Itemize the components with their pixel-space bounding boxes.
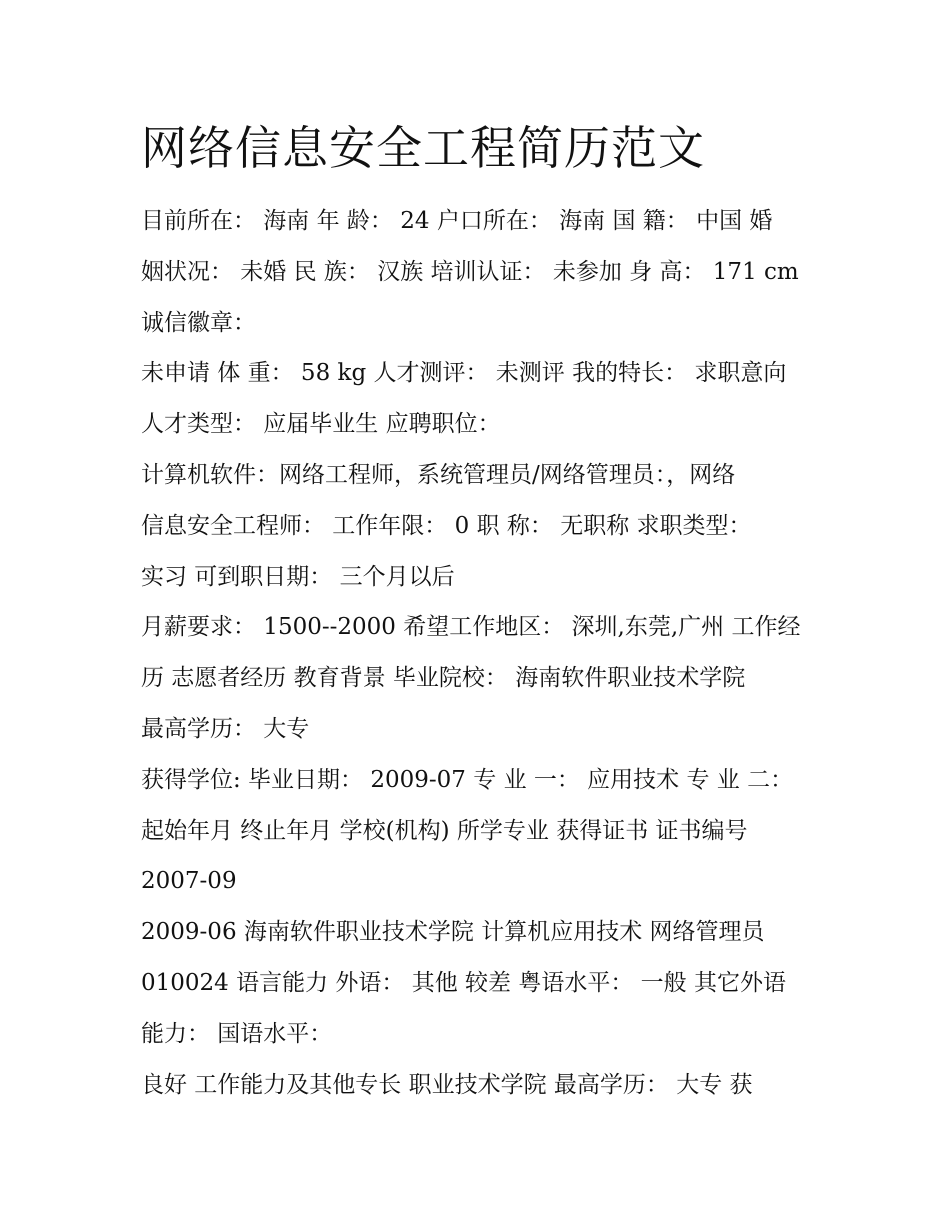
text-line: 月薪要求： 1500--2000 希望工作地区： 深圳,东莞,广州 工作经: [141, 614, 801, 641]
text-line: 计算机软件：网络工程师，系统管理员/网络管理员：，网络: [141, 461, 736, 488]
text-line: 起始年月 终止年月 学校(机构) 所学专业 获得证书 证书编号: [141, 817, 748, 844]
text-line: 2009-06 海南软件职业技术学院 计算机应用技术 网络管理员: [141, 919, 765, 946]
text-line: 最高学历： 大专: [141, 715, 310, 742]
text-line: 人才类型： 应届毕业生 应聘职位：: [141, 411, 501, 438]
document-title: 网络信息安全工程简历范文: [141, 121, 705, 175]
text-line: 获得学位: 毕业日期： 2009-07 专 业 一： 应用技术 专 业 二：: [141, 766, 794, 793]
text-line: 实习 可到职日期： 三个月以后: [141, 563, 455, 590]
text-line: 历 志愿者经历 教育背景 毕业院校： 海南软件职业技术学院: [141, 665, 746, 692]
text-line: 能力： 国语水平：: [141, 1020, 333, 1047]
resume-body: [141, 196, 821, 1110]
text-line: 信息安全工程师： 工作年限： 0 职 称： 无职称 求职类型：: [141, 512, 752, 539]
text-line: 010024 语言能力 外语： 其他 较差 粤语水平： 一般 其它外语: [141, 969, 786, 996]
text-line: 目前所在： 海南 年 龄： 24 户口所在： 海南 国 籍： 中国 婚: [141, 208, 773, 234]
text-line: 诚信徽章：: [141, 309, 256, 336]
text-line: 良好 工作能力及其他专长 职业技术学院 最高学历： 大专 获: [141, 1071, 753, 1098]
text-line: 未申请 体 重： 58 kg 人才测评： 未测评 我的特长： 求职意向: [141, 360, 787, 387]
text-line: 姻状况： 未婚 民 族： 汉族 培训认证： 未参加 身 高： 171 cm: [141, 258, 799, 285]
text-line: 2007-09: [141, 868, 237, 895]
